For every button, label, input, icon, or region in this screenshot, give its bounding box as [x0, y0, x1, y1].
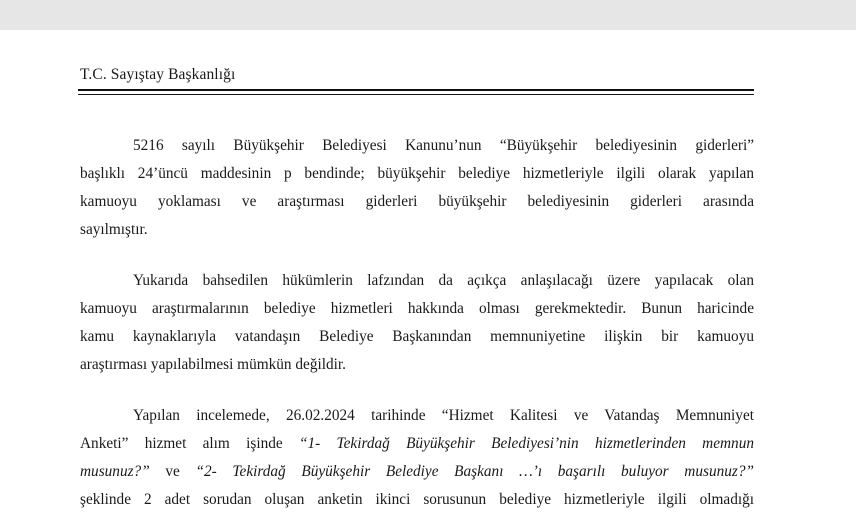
header-rule-thin	[78, 94, 754, 95]
page-header-institution: T.C. Sayıştay Başkanlığı	[80, 66, 236, 83]
survey-question-1-end: musunuz?”	[80, 463, 150, 480]
paragraph-line: şeklinde 2 adet sorudan oluşan anketin ikinci sorusunun belediye hizmetleriyle ilgili olmadığı	[80, 491, 754, 508]
line-text: ve	[149, 463, 196, 480]
paragraph-line	[80, 458, 754, 486]
paragraph-line: araştırması yapılabilmesi mümkün değildir.	[80, 356, 346, 373]
paragraph-line: Yukarıda bahsedilen hükümlerin lafzından da açıkça anlaşılacağı üzere yapılacak olan	[133, 272, 754, 289]
paragraph-line: kamu kaynaklarıyla vatandaşın Belediye Başkanından memnuniyetine ilişkin bir kamuoyu	[80, 328, 754, 345]
header-rule-thick	[78, 89, 754, 91]
line-text: Anketi” hizmet alım işinde	[80, 435, 299, 452]
viewer-toolbar	[0, 0, 856, 30]
paragraph-line: kamuoyu yoklaması ve araştırması giderleri büyükşehir belediyesinin giderleri arasında	[80, 193, 754, 210]
paragraph-line: Yapılan incelemede, 26.02.2024 tarihinde “Hizmet Kalitesi ve Vatandaş Memnuniyet	[133, 407, 754, 424]
document-page	[0, 30, 856, 511]
paragraph-line: 5216 sayılı Büyükşehir Belediyesi Kanunu’nun “Büyükşehir belediyesinin giderleri”	[133, 137, 754, 154]
paragraph-line: başlıklı 24’üncü maddesinin p bendinde; büyükşehir belediye hizmetleriyle ilgili olarak yapılan	[80, 165, 754, 182]
survey-question-2: “2- Tekirdağ Büyükşehir Belediye Başkanı …’ı başarılı buluyor musunuz?”	[195, 463, 754, 480]
paragraph-1	[80, 132, 754, 244]
paragraph-2	[80, 267, 754, 379]
paragraph-3	[80, 402, 754, 514]
paragraph-line	[80, 430, 754, 458]
survey-question-1: “1- Tekirdağ Büyükşehir Belediyesi’nin hizmetlerinden memnun	[298, 435, 755, 452]
paragraph-line: kamuoyu araştırmalarının belediye hizmetleri hakkında olması gerekmektedir. Bunun haricinde	[80, 300, 754, 317]
paragraph-line: sayılmıştır.	[80, 221, 148, 238]
